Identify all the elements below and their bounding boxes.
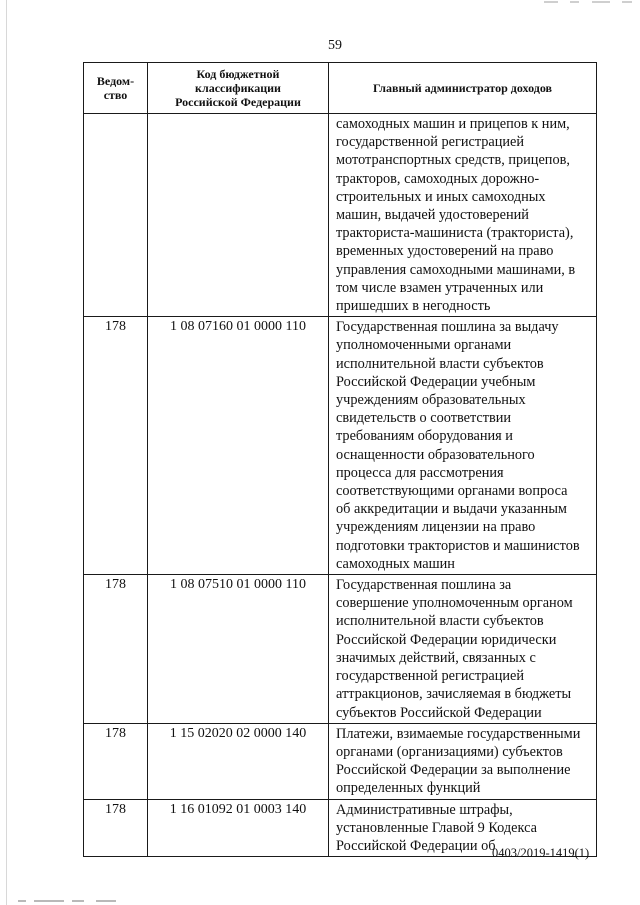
page-number: 59 xyxy=(328,38,342,53)
revenue-description-line: тракториста-машиниста (тракториста), xyxy=(336,225,574,242)
revenue-description-line: машин, выдачей удостоверений xyxy=(336,207,529,224)
revenue-description-line: установленные Главой 9 Кодекса xyxy=(336,819,537,836)
revenue-description-line: подготовки трактористов и машинистов xyxy=(336,537,580,554)
revenue-description-line: учреждениям лицензии на право xyxy=(336,519,536,536)
table-row xyxy=(84,575,597,724)
revenue-description-line: Российской Федерации об xyxy=(336,837,496,854)
revenue-description-line: Российской Федерации за выполнение xyxy=(336,762,571,779)
revenue-description-line: аттракционов, зачисляемая в бюджеты xyxy=(336,686,572,703)
revenue-description-line: Платежи, взимаемые государственными xyxy=(336,725,581,742)
budget-code-cell: 1 08 07160 01 0000 110 xyxy=(148,317,329,575)
dept-cell: 178 xyxy=(84,575,148,724)
budget-code-cell xyxy=(148,114,329,317)
dept-cell: 178 xyxy=(84,723,148,799)
revenue-description-line: органами (организациями) субъектов xyxy=(336,743,563,760)
header-code-line: классификации xyxy=(195,81,281,95)
revenue-description-line: государственной регистрацией xyxy=(336,134,525,151)
revenue-description-line: оснащенности образовательного xyxy=(336,446,535,463)
revenue-description-cell xyxy=(329,575,597,724)
revenue-description-text xyxy=(336,115,594,315)
revenue-description-line: самоходных машин xyxy=(336,555,455,572)
revenue-description-line: значимых действий, связанных с xyxy=(336,649,536,666)
revenue-description-line: временных удостоверений на право xyxy=(336,243,554,260)
revenue-description-line: пришедших в негодность xyxy=(336,298,491,315)
revenue-description-line: том числе взамен утраченных или xyxy=(336,279,544,296)
revenue-description-line: совершение уполномоченным органом xyxy=(336,595,573,612)
revenue-description-line: Российской Федерации учебным xyxy=(336,373,536,390)
revenue-description-cell xyxy=(329,723,597,799)
header-admin-line: Главный администратор доходов xyxy=(372,81,553,95)
header-dept-line: Ведом- xyxy=(96,74,135,88)
revenue-description-text xyxy=(336,318,594,573)
dept-cell: 178 xyxy=(84,799,148,857)
document-reference: 0403/2019-1419(1) xyxy=(492,846,590,860)
revenue-description-line: мототранспортных средств, прицепов, xyxy=(336,152,570,169)
revenue-description-line: соответствующими органами вопроса xyxy=(336,483,568,500)
revenue-administrators-table xyxy=(83,62,597,857)
budget-code-cell: 1 08 07510 01 0000 110 xyxy=(148,575,329,724)
revenue-description-line: тракторов, самоходных дорожно- xyxy=(336,170,540,187)
revenue-description-line: Административные штрафы, xyxy=(336,801,513,818)
revenue-description-line: строительных и иных самоходных xyxy=(336,188,546,205)
table-row xyxy=(84,317,597,575)
revenue-description-line: Государственная пошлина за xyxy=(336,577,512,594)
revenue-description-line: требованиям оборудования и xyxy=(336,428,513,445)
scan-top-smudge xyxy=(540,0,640,4)
budget-code-cell: 1 15 02020 02 0000 140 xyxy=(148,723,329,799)
revenue-description-cell xyxy=(329,114,597,317)
dept-cell: 178 xyxy=(84,317,148,575)
header-code xyxy=(148,63,329,114)
revenue-description-line: субъектов Российской Федерации xyxy=(336,704,542,721)
table-body xyxy=(84,114,597,857)
scan-left-edge xyxy=(6,0,7,905)
revenue-description-line: уполномоченными органами xyxy=(336,337,512,354)
revenue-description-line: самоходных машин и прицепов к ним, xyxy=(336,116,570,132)
header-code-line: Российской Федерации xyxy=(175,95,301,109)
revenue-description-line: определенных функций xyxy=(336,780,481,797)
revenue-description-line: учреждениям образовательных xyxy=(336,392,526,409)
table-row xyxy=(84,723,597,799)
revenue-description-line: государственной регистрацией xyxy=(336,668,525,685)
budget-code-cell: 1 16 01092 01 0003 140 xyxy=(148,799,329,857)
revenue-description-line: об аккредитации и выдачи указанным xyxy=(336,501,567,518)
revenue-description-line: исполнительной власти субъектов xyxy=(336,613,544,630)
revenue-description-line: управления самоходными машинами, в xyxy=(336,261,576,278)
revenue-description-line: Государственная пошлина за выдачу xyxy=(336,319,559,336)
header-code-line: Код бюджетной xyxy=(196,67,280,81)
revenue-description-line: процесса для рассмотрения xyxy=(336,464,504,481)
revenue-description-text xyxy=(336,725,594,798)
header-dept-line: ство xyxy=(103,88,128,102)
revenue-description-line: исполнительной власти субъектов xyxy=(336,355,544,372)
table-header-row xyxy=(84,63,597,114)
scan-bottom-smudge xyxy=(0,898,640,905)
table-row xyxy=(84,114,597,317)
header-dept xyxy=(84,63,148,114)
revenue-description-line: свидетельств о соответствии xyxy=(336,410,512,427)
header-admin xyxy=(329,63,597,114)
dept-cell xyxy=(84,114,148,317)
revenue-description-line: Российской Федерации юридически xyxy=(336,631,557,648)
revenue-description-text xyxy=(336,576,594,722)
revenue-description-cell xyxy=(329,317,597,575)
